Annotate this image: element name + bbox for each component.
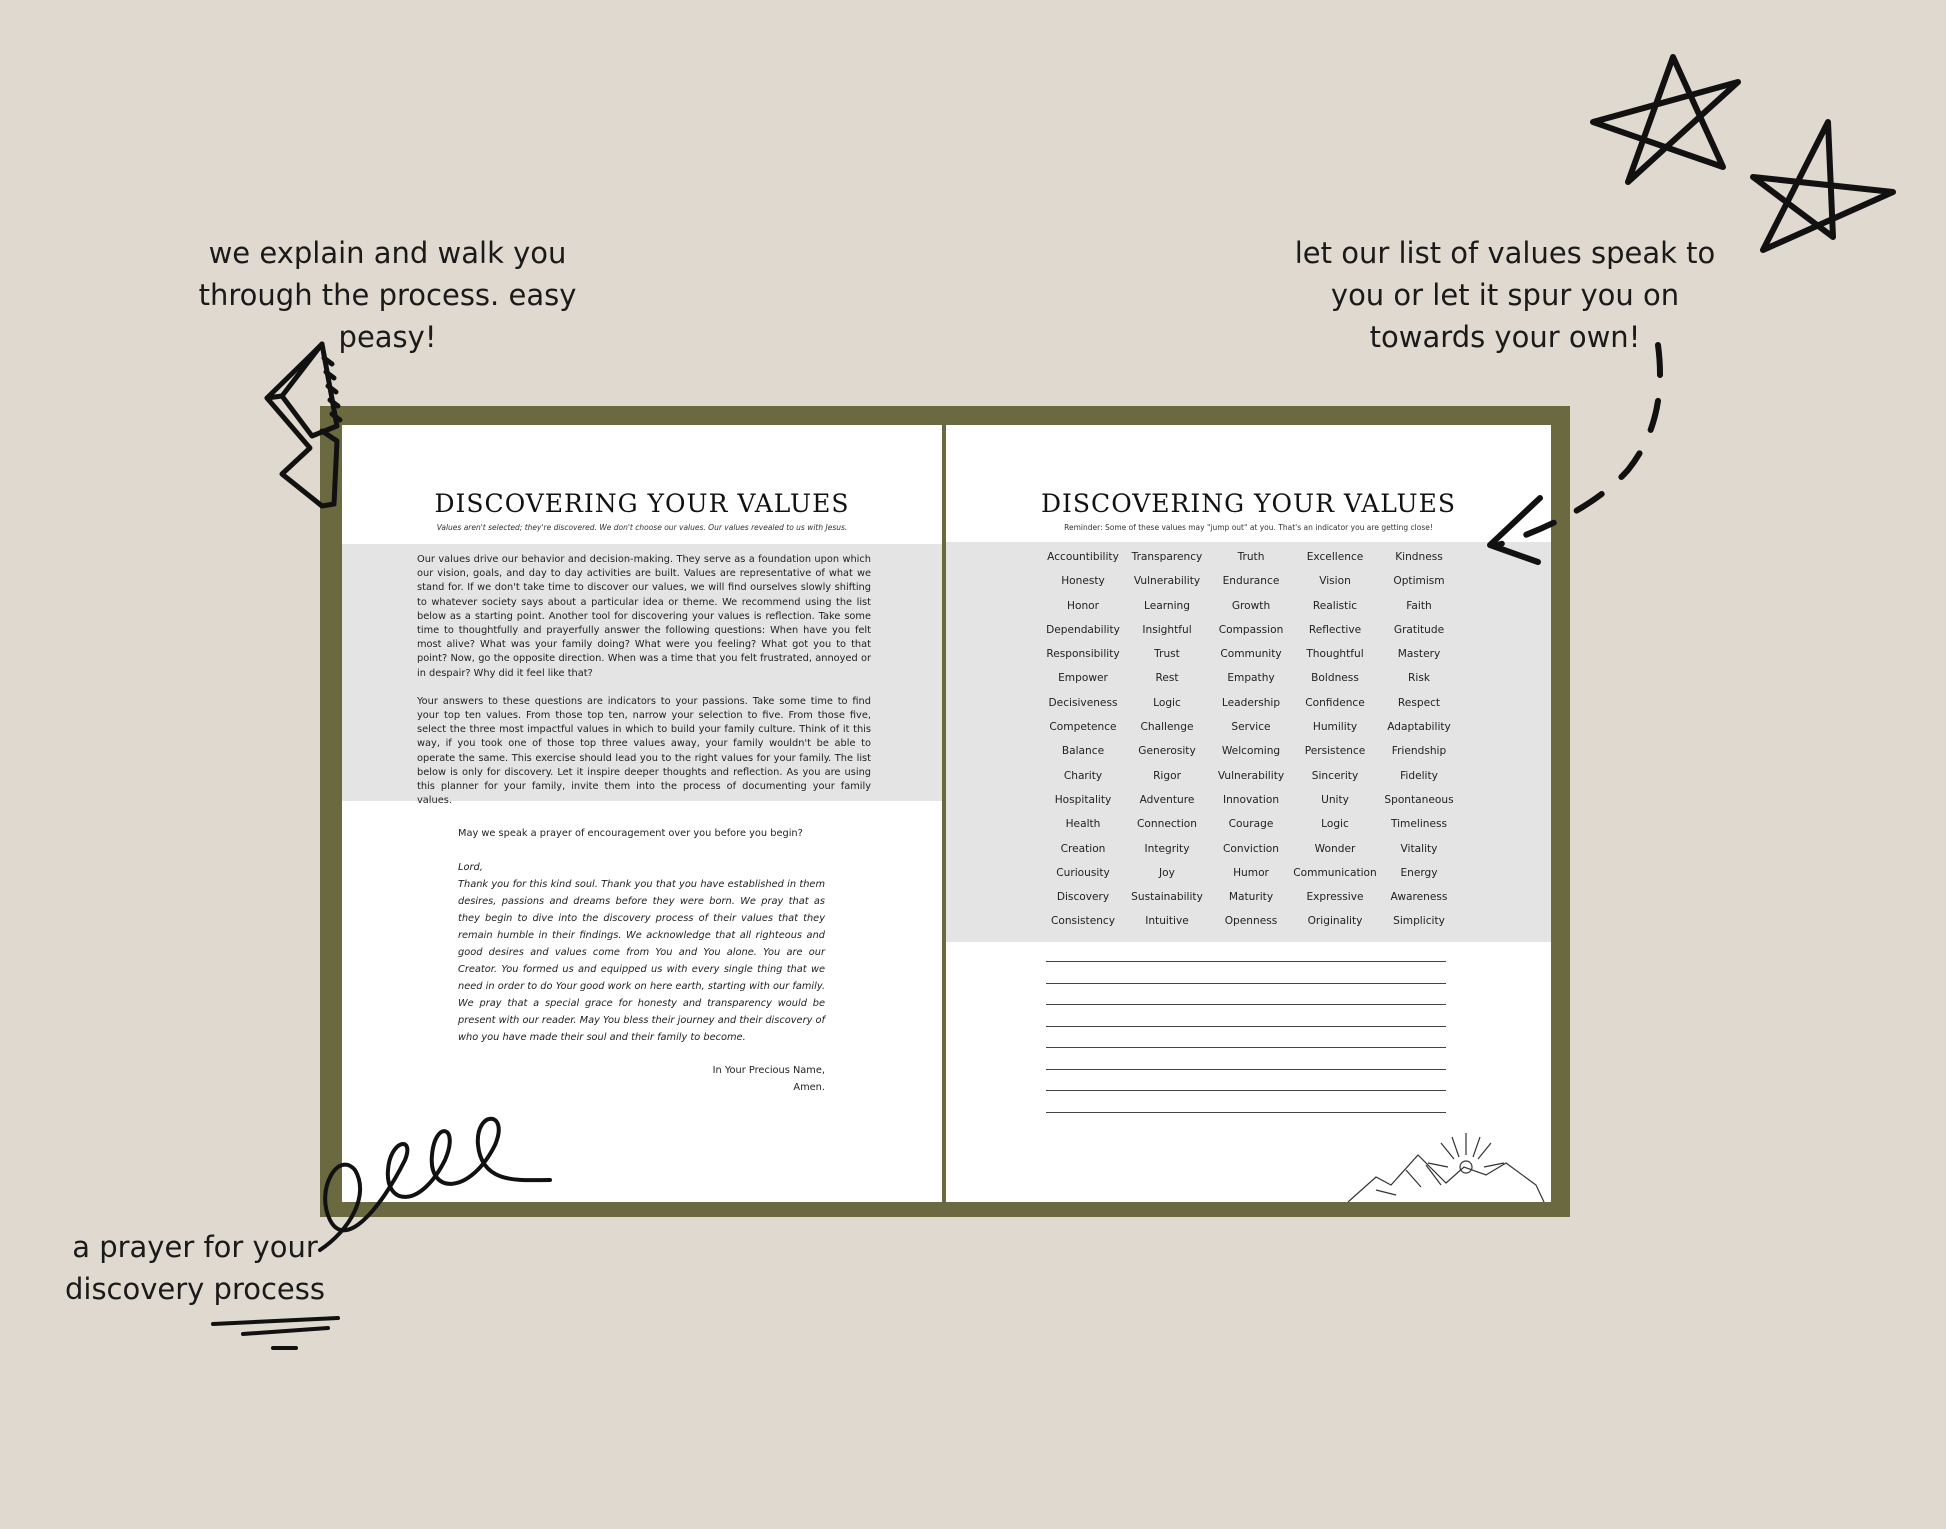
value-item: Confidence [1305, 696, 1365, 709]
value-item: Discovery [1056, 891, 1110, 904]
page-title: DISCOVERING YOUR VALUES [434, 489, 850, 518]
value-item: Excellence [1306, 551, 1364, 563]
value-item: Compassion [1218, 623, 1284, 636]
value-item: Humor [1233, 866, 1269, 879]
value-item: Realistic [1312, 599, 1358, 612]
prayer-signoff [458, 1062, 825, 1096]
value-item: Empower [1058, 672, 1108, 685]
page-title: DISCOVERING YOUR VALUES [1041, 489, 1456, 518]
writing-lines [1046, 961, 1446, 1133]
blank-line [1046, 1069, 1446, 1070]
blank-line [1046, 1047, 1446, 1048]
value-item: Balance [1061, 745, 1105, 758]
values-list [1041, 551, 1461, 940]
value-item: Adventure [1139, 793, 1195, 806]
value-item: Gratitude [1393, 623, 1445, 636]
blank-line [1046, 961, 1446, 962]
value-item: Humility [1312, 721, 1358, 734]
annotation-explain: we explain and walk you through the process. easy peasy! [198, 236, 577, 354]
value-item: Consistency [1050, 915, 1116, 928]
value-item: Health [1065, 818, 1101, 831]
value-item: Growth [1231, 599, 1271, 612]
value-item: Accountibility [1047, 551, 1119, 563]
value-item: Kindness [1395, 551, 1443, 563]
value-item: Boldness [1311, 672, 1359, 685]
value-item: Endurance [1222, 575, 1280, 588]
value-item: Integrity [1144, 842, 1190, 855]
value-item: Truth [1237, 551, 1265, 563]
value-item: Dependability [1046, 623, 1120, 636]
value-item: Honesty [1061, 575, 1105, 588]
page-subtitle: Reminder: Some of these values may "jump out" at you. That's an indicator you are getting close! [1064, 523, 1433, 532]
prayer-body: Thank you for this kind soul. Thank you that you have established in them desires, passions and dreams before they were born. We pray that as they begin to dive into the discovery process of their values that they remain humble in their findings. We acknowledge that all righteous and good desires and values come from You and You alone. You are our Creator. You formed us and equipped us with every single thing that we need in order to do Your good work on here earth, starting with our family. We pray that a special grace for honesty and transparency would be present with our reader. May You bless their journey and their discovery of who you have made their soul and their family to become. [458, 879, 825, 1043]
prayer-intro: May we speak a prayer of encouragement over you before you begin? [458, 828, 803, 839]
blank-line [1046, 1004, 1446, 1005]
annotation-prayer: a prayer for your discovery process [64, 1230, 325, 1306]
annotation-values-list: let our list of values speak to you or let it spur you on towards your own! [1294, 236, 1716, 354]
blank-line [1046, 1026, 1446, 1027]
value-item: Mastery [1397, 648, 1441, 661]
value-item: Hospitality [1054, 793, 1112, 806]
value-item: Vision [1319, 575, 1351, 588]
signoff-line: In Your Precious Name, [712, 1065, 825, 1076]
value-item: Courage [1228, 818, 1274, 831]
value-item: Vitality [1400, 842, 1438, 855]
value-item: Timeliness [1390, 818, 1448, 831]
value-item: Service [1231, 721, 1271, 734]
value-item: Openness [1224, 915, 1278, 928]
value-item: Simplicity [1393, 915, 1445, 928]
value-item: Empathy [1227, 672, 1275, 685]
value-item: Respect [1397, 696, 1441, 709]
prayer-salutation: Lord, [458, 862, 483, 873]
value-item: Friendship [1391, 745, 1447, 758]
value-item: Creation [1060, 842, 1106, 855]
value-item: Joy [1159, 866, 1175, 879]
value-item: Reflective [1308, 623, 1362, 636]
value-item: Rigor [1153, 769, 1181, 782]
value-item: Risk [1408, 672, 1430, 685]
stars-doodle-icon [1588, 52, 1908, 252]
value-item: Originality [1307, 915, 1363, 928]
intro-text [417, 553, 871, 822]
value-item: Expressive [1306, 891, 1364, 904]
value-item: Logic [1321, 818, 1349, 831]
value-item: Sustainability [1131, 891, 1203, 904]
value-item: Awareness [1390, 891, 1448, 904]
mountain-sunrise-icon [1346, 1115, 1546, 1202]
value-item: Maturity [1228, 891, 1274, 904]
value-item: Responsibility [1046, 648, 1120, 661]
value-item: Thoughtful [1306, 648, 1364, 661]
intro-paragraph: Your answers to these questions are indicators to your passions. Take some time to find your top ten values. From those top ten, narrow your selection to five. From those five, select the three most impactful values in which to build your family culture. Think of it this way, if you took one of those top three values away, your family wouldn't be able to operate the same. This exercise should lead you to the right values for your family. The list below is only for discovery. Let it inspire deeper thoughts and reflection. As you are using this planner for your family, invite them into the process of documenting your family values. [417, 695, 871, 807]
value-item: Transparency [1131, 551, 1203, 563]
value-item: Conviction [1223, 842, 1279, 855]
value-item: Vulnerability [1217, 769, 1285, 782]
value-item: Learning [1144, 599, 1190, 612]
hand-drawn-arrow-icon [262, 336, 392, 516]
intro-paragraph: Our values drive our behavior and decision-making. They serve as a foundation upon which our vision, goals, and day to day activities are built. Values are representative of what we stand for. If we don't take time to discover our values, we will find ourselves slowly shifting to whatever society says about a particular idea or theme. We recommend using the list below as a starting point. Another tool for discovering your values is reflection. Take some time to thoughtfully and prayerfully answer the following questions: When have you felt most alive? What was your family doing? What were you feeling? What got you to that point? Now, go the opposite direction. When was a time that you felt frustrated, annoyed or in despair? Why did it feel like that? [417, 554, 871, 679]
value-item: Curiousity [1056, 866, 1110, 879]
dashed-arrow-icon [1478, 340, 1678, 570]
value-item: Rest [1155, 672, 1179, 685]
value-item: Sincerity [1311, 769, 1359, 782]
value-item: Connection [1137, 818, 1197, 831]
loop-scribble-icon [310, 1100, 555, 1260]
right-page [946, 425, 1551, 1202]
value-item: Faith [1406, 599, 1432, 612]
blank-line [1046, 1112, 1446, 1113]
value-item: Vulnerability [1133, 575, 1201, 588]
value-item: Adaptability [1387, 721, 1451, 734]
value-item: Unity [1321, 793, 1349, 806]
value-item: Fidelity [1400, 769, 1438, 782]
prayer-section [458, 825, 825, 1096]
left-page [342, 425, 942, 1202]
value-item: Leadership [1221, 696, 1281, 709]
value-item: Challenge [1140, 721, 1194, 734]
underline-scribble-icon [208, 1316, 343, 1356]
value-item: Competence [1049, 721, 1117, 734]
value-item: Communication [1293, 866, 1377, 879]
value-item: Innovation [1222, 793, 1280, 806]
value-item: Community [1220, 648, 1282, 661]
value-item: Generosity [1138, 745, 1196, 758]
value-item: Wonder [1314, 842, 1356, 855]
value-item: Persistence [1304, 745, 1366, 758]
signoff-line: Amen. [793, 1082, 825, 1093]
value-item: Logic [1153, 696, 1181, 709]
value-item: Spontaneous [1384, 793, 1454, 806]
value-item: Trust [1154, 648, 1180, 661]
value-item: Energy [1400, 866, 1438, 879]
blank-line [1046, 983, 1446, 984]
value-item: Optimism [1393, 575, 1445, 588]
value-item: Insightful [1142, 623, 1192, 636]
planner-spread-frame [320, 406, 1570, 1217]
value-item: Welcoming [1221, 745, 1281, 758]
page-subtitle: Values aren't selected; they're discovered. We don't choose our values. Our values revealed to us with Jesus. [436, 523, 848, 532]
value-item: Charity [1063, 769, 1103, 782]
blank-line [1046, 1090, 1446, 1091]
value-item: Honor [1067, 599, 1099, 612]
value-item: Intuitive [1145, 915, 1189, 928]
value-item: Decisiveness [1048, 696, 1118, 709]
